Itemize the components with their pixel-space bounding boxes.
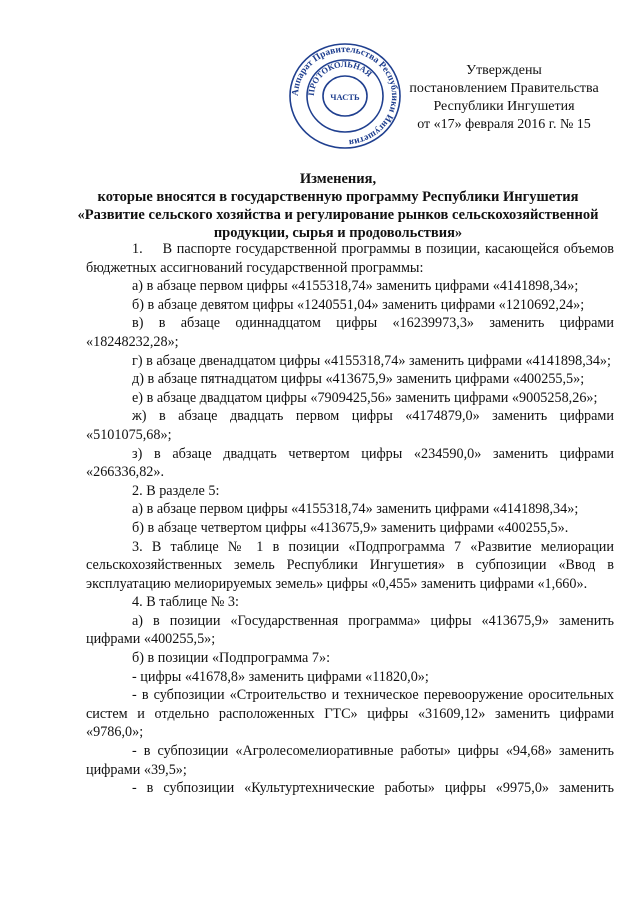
title-line-1: Изменения, (299, 171, 377, 187)
paragraph-1zh: ж) в абзаце двадцать первом цифры «4174879,0» заменить цифрами «5101075,68»; (86, 408, 614, 443)
seal-inner-text: ПРОТОКОЛЬНАЯ (305, 58, 375, 97)
paragraph-1b: б) в абзаце девятом цифры «1240551,04» заменить цифрами «1210692,24»; (132, 296, 585, 313)
paragraph-4b-4: - в субпозиции «Культуртехнические работы» цифры «9975,0» заменить (132, 780, 614, 797)
paragraph-2a: а) в абзаце первом цифры «4155318,74» заменить цифрами «4141898,34»; (132, 501, 579, 518)
seal-center-text: ЧАСТЬ (330, 92, 360, 102)
approval-block (384, 62, 624, 134)
approval-line-1: Утверждены (466, 63, 542, 78)
paragraph-1v: в) в абзаце одиннадцатом цифры «16239973,3» заменить цифрами «18248232,28»; (86, 315, 614, 350)
paragraph-4b: б) в позиции «Подпрограмма 7»: (132, 650, 331, 667)
paragraph-4: 4. В таблице № 3: (132, 594, 239, 611)
paragraph-4b-2: - в субпозиции «Строительство и техническое перевооружение оросительных систем и отдельно расположенных ГТС» цифры «31609,12» заменить цифрами «9786,0»; (86, 687, 614, 741)
approval-line-2: постановлением Правительства (409, 81, 599, 96)
paragraph-1d: д) в абзаце пятнадцатом цифры «413675,9» заменить цифрами «400255,5»; (132, 371, 585, 388)
paragraph-1: 1. В паспорте государственной программы в позиции, касающейся объемов бюджетных ассигнований государственной программы: (86, 241, 614, 276)
approval-line-4: от «17» февраля 2016 г. № 15 (417, 117, 591, 132)
document-title (56, 170, 620, 242)
paragraph-2b: б) в абзаце четвертом цифры «413675,9» заменить цифрами «400255,5». (132, 519, 569, 536)
approval-line-3: Республики Ингушетия (433, 99, 575, 114)
paragraph-2: 2. В разделе 5: (132, 482, 220, 499)
paragraph-1a: а) в абзаце первом цифры «4155318,74» заменить цифрами «4141898,34»; (132, 278, 579, 295)
document-body (86, 240, 614, 798)
title-line-3: «Развитие сельского хозяйства и регулирование рынков сельскохозяйственной (77, 207, 599, 223)
paragraph-3: 3. В таблице № 1 в позиции «Подпрограмма 7 «Развитие мелиорации сельскохозяйственных земель Республики Ингушетия» в субпозиции «Ввод в эксплуатацию мелиорируемых земель» цифры «0,455» заменить цифрами «1,660». (86, 538, 614, 592)
paragraph-4b-1: - цифры «41678,8» заменить цифрами «11820,0»; (132, 668, 429, 685)
paragraph-1z: з) в абзаце двадцать четвертом цифры «234590,0» заменить цифрами «266336,82». (86, 445, 614, 481)
paragraph-4b-3: - в субпозиции «Агролесомелиоративные работы» цифры «94,68» заменить цифрами «39,5»; (86, 743, 614, 778)
title-line-2: которые вносятся в государственную программу Республики Ингушетия (97, 189, 579, 205)
title-line-4: продукции, сырья и продовольствия» (213, 225, 463, 241)
paragraph-4a: а) в позиции «Государственная программа» цифры «413675,9» заменить цифрами «400255,5»; (86, 612, 614, 648)
paragraph-1g: г) в абзаце двенадцатом цифры «4155318,74» заменить цифрами «4141898,34»; (132, 352, 611, 369)
seal-outer-text: Аппарат Правительства Республики Ингушетия (290, 44, 400, 147)
paragraph-1e: е) в абзаце двадцатом цифры «7909425,56» заменить цифрами «9005258,26»; (132, 389, 598, 406)
